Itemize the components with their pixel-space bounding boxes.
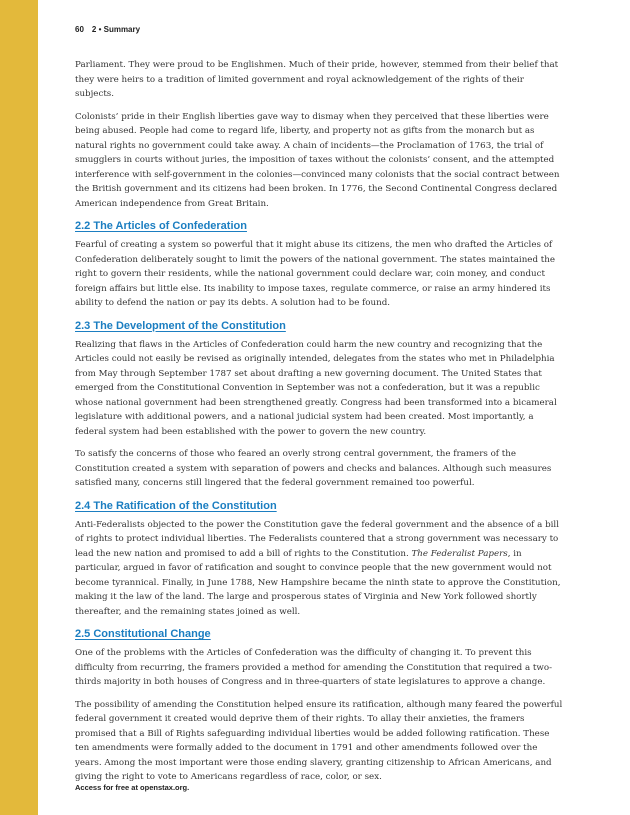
- page-number: 60: [75, 25, 84, 34]
- paragraph: Colonists’ pride in their English liberties gave way to dismay when they perceived that these liberties were being abused. People had come to regard life, liberty, and property not as gifts from the monarch but as natural rights no government could take away. A chain of incidents—the Proclamation of 1763, the trial of smugglers in courts without juries, the imposition of taxes without the colonists’ consent, and the attempted interference with self-government in the colonies—convinced many colonists that the social contract between the British government and its citizens had been broken. In 1776, the Second Continental Congress declared American independence from Great Britain.: [75, 111, 560, 209]
- side-color-bar: [0, 0, 38, 815]
- paragraph: The possibility of amending the Constitution helped ensure its ratification, although many feared the powerful federal government it created would deprive them of their rights. To allay their anxieties, the framers promised that a Bill of Rights safeguarding individual liberties would be added following ratification. These ten amendments were formally added to the document in 1791 and other amendments followed over the years. Among the most important were those ending slavery, granting citizenship to African Americans, and giving the right to vote to Americans regardless of race, color, or sex.: [75, 699, 563, 782]
- text-run: Anti-Federalists objected to the power the Constitution gave the federal government and the absence of a bill of rights to protect individual liberties. The Federalists countered that a strong government was necessary to lead the new nation and promised to add a bill of rights to the Constitution.: [75, 519, 559, 559]
- paragraph: [75, 518, 563, 620]
- paragraph: To satisfy the concerns of those who feared an overly strong central government, the framers of the Constitution created a system with separation of powers and checks and balances. Although such measures satisfied many, concerns still lingered that the federal government remained too powerful.: [75, 449, 552, 488]
- section-heading-2-2[interactable]: 2.2 The Articles of Confederation: [75, 220, 247, 232]
- text-run: , in particular, argued in favor of ratification and sought to convince people that the new government would not become tyrannical. Finally, in June 1788, New Hampshire became the ninth state to approve the Constitution, making it the law of the land. The large and prosperous states of Virginia and New York followed shortly thereafter, and the remaining states joined as well.: [75, 548, 561, 617]
- running-header: [75, 25, 140, 34]
- book-title: The Federalist Papers: [411, 548, 508, 559]
- section-heading-2-3[interactable]: 2.3 The Development of the Constitution: [75, 319, 286, 332]
- section-heading-2-5[interactable]: 2.5 Constitutional Change: [75, 628, 211, 640]
- paragraph: One of the problems with the Articles of Confederation was the difficulty of changing it. To prevent this difficulty from recurring, the framers provided a method for amending the Constitution that required a two-thirds majority in both houses of Congress and in three-quarters of state legislatures to approve a change.: [75, 648, 553, 687]
- paragraph: Fearful of creating a system so powerful that it might abuse its citizens, the men who drafted the Articles of Confederation deliberately sought to limit the powers of the national government. The states maintained the right to govern their residents, while the national government could declare war, coin money, and conduct foreign affairs but little else. Its inability to impose taxes, regulate commerce, or raise an army hindered its ability to defend the nation or pay its debts. A solution had to be found.: [75, 240, 555, 308]
- paragraph: Parliament. They were proud to be Englishmen. Much of their pride, however, stemmed from their belief that they were heirs to a tradition of limited government and royal acknowledgement of the rights of their subjects.: [75, 60, 559, 99]
- page-body: [75, 58, 563, 793]
- section-heading-2-4[interactable]: 2.4 The Ratification of the Constitution: [75, 499, 277, 512]
- footer-access-note: Access for free at openstax.org.: [75, 783, 190, 792]
- chapter-label: 2 • Summary: [91, 25, 141, 34]
- paragraph: Realizing that flaws in the Articles of Confederation could harm the new country and recognizing that the Articles could not easily be revised as originally intended, delegates from the states who met in Philadelphia from May through September 1787 set about drafting a new governing document. The United States that emerged from the Constitutional Convention in September was not a confederation, but it was a republic whose national government had been strengthened greatly. Congress had been transformed into a bicameral legislature with additional powers, and a national judicial system had been created. Most importantly, a federal system had been established with the power to govern the new country.: [75, 339, 557, 437]
